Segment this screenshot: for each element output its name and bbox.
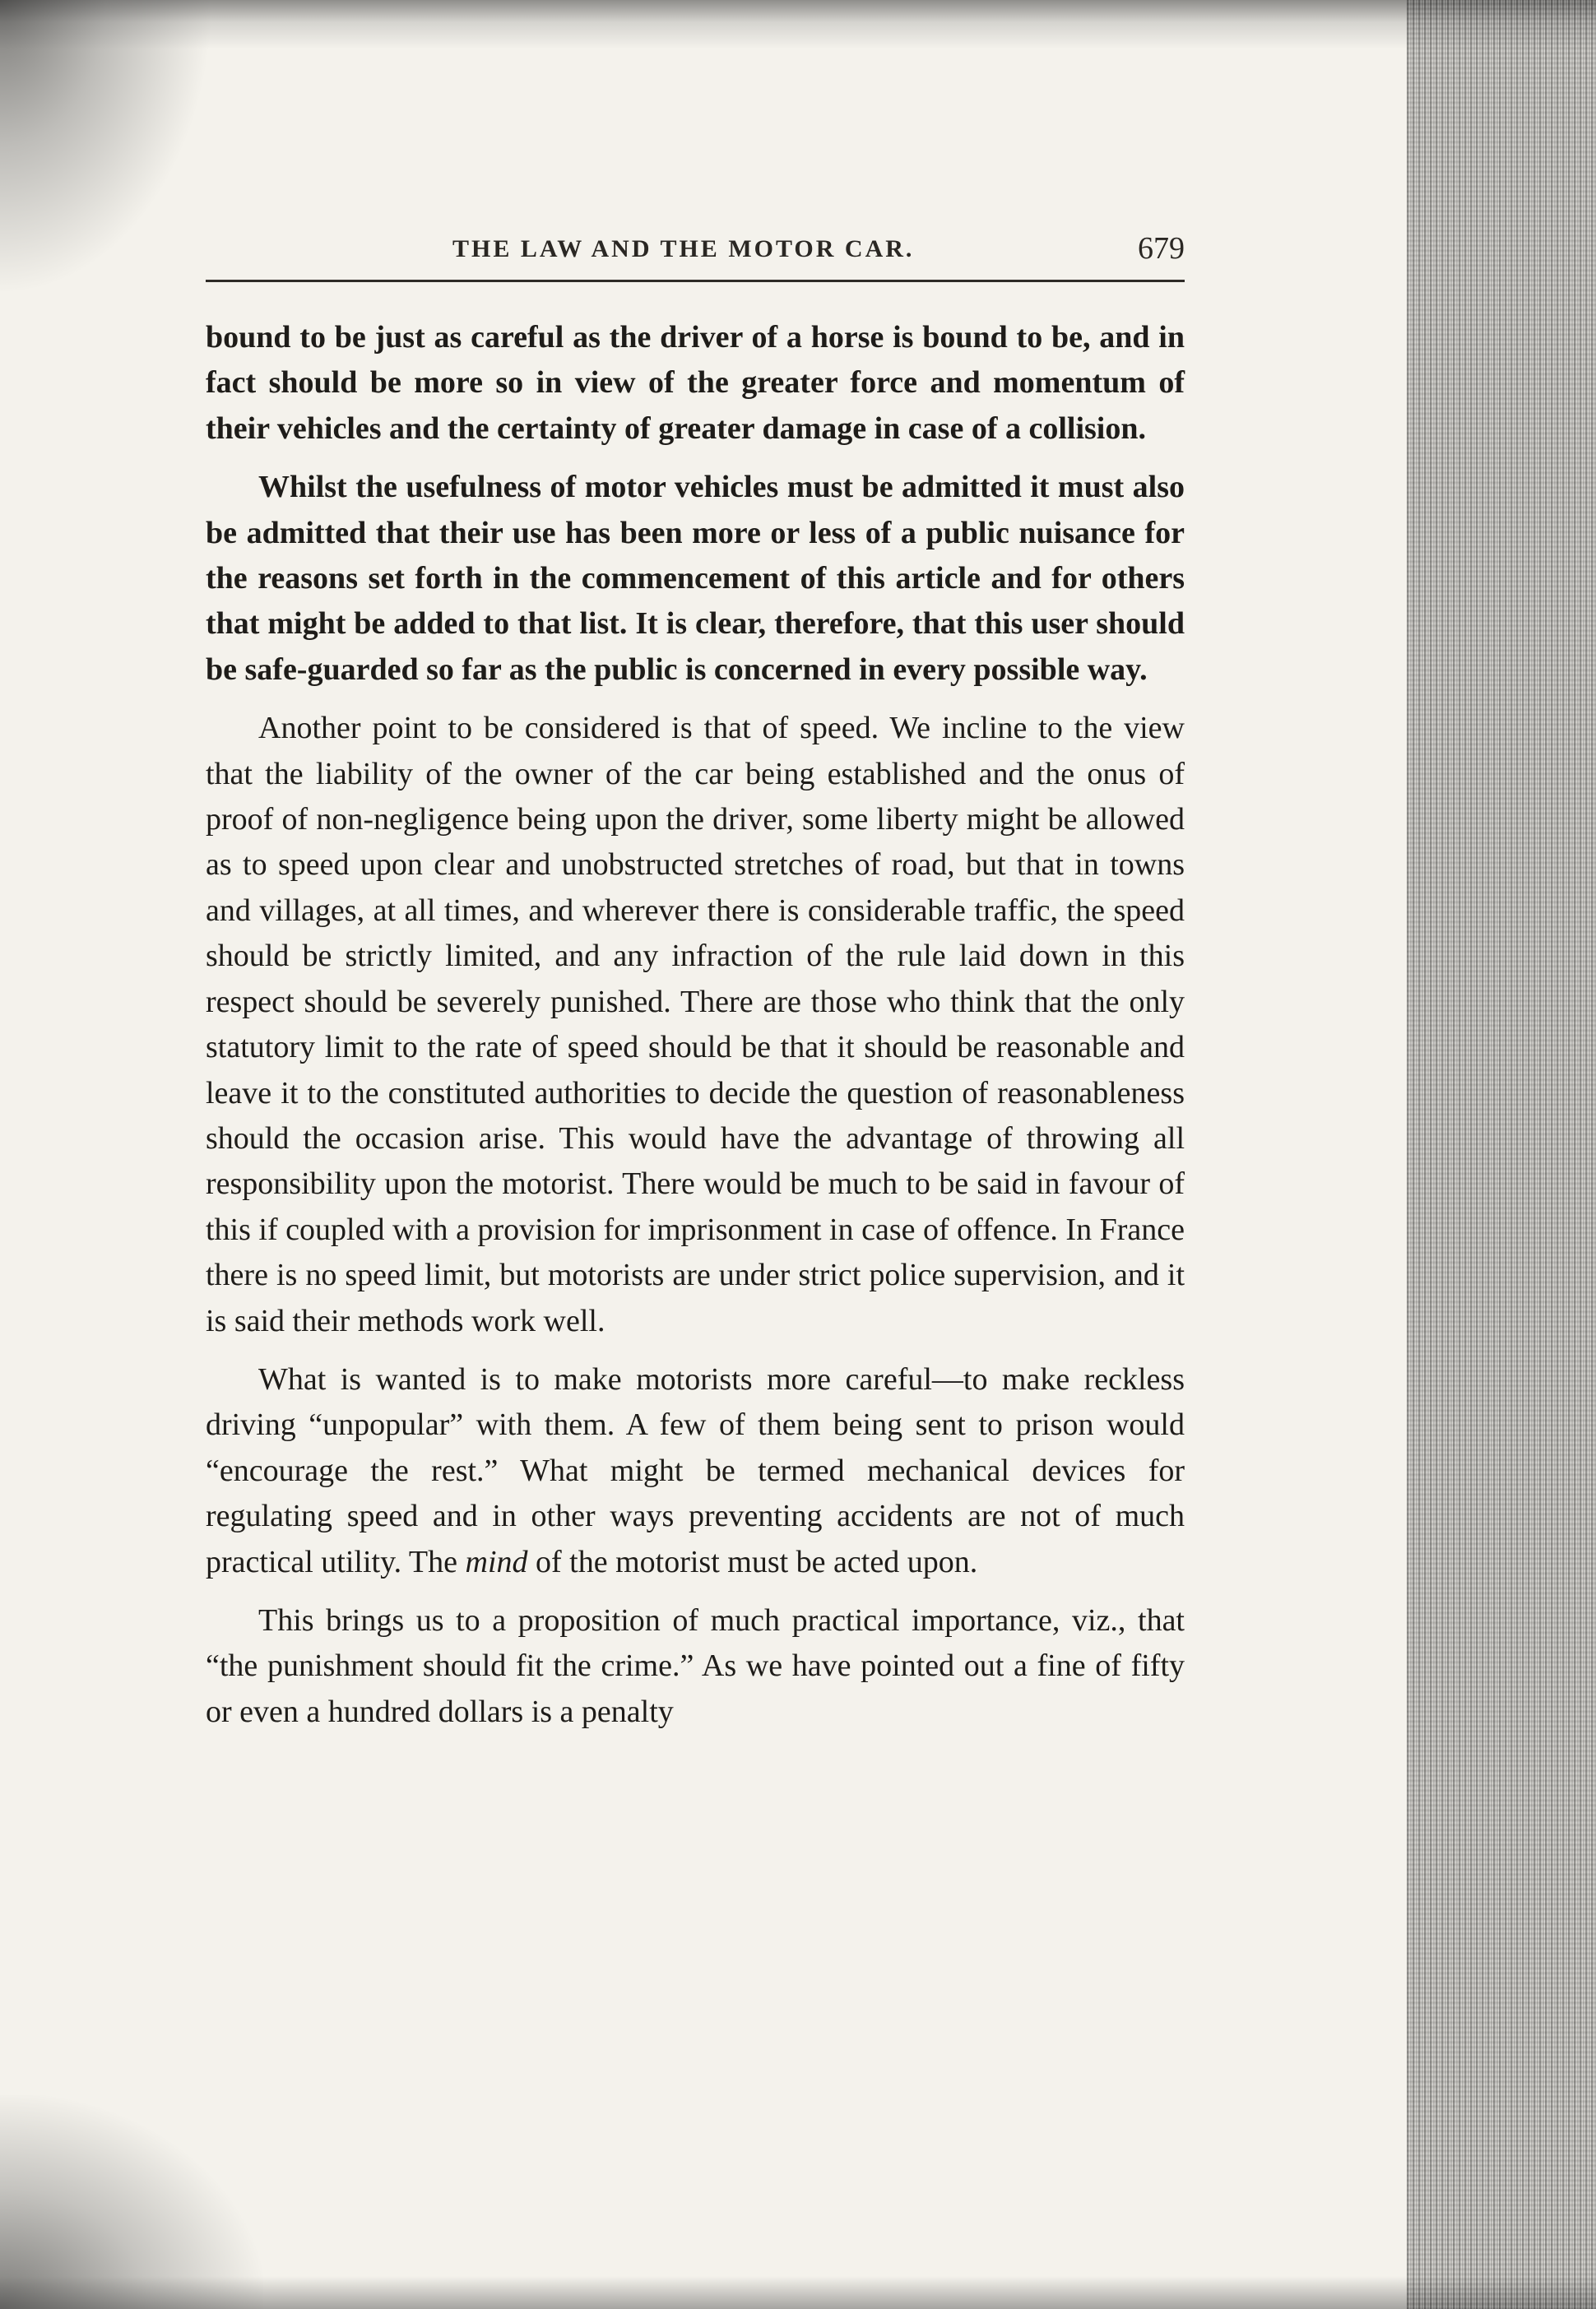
running-head	[206, 222, 1185, 280]
paragraph-3: Another point to be considered is that of speed. We incline to the view that the liability of the owner of the car being established and the onus of proof of non-negligence being upon the driver, some liberty might be allowed as to speed upon clear and unobstructed stretches of road, but that in towns and villages, at all times, and wherever there is considerable traffic, the speed should be strictly limited, and any infraction of the rule laid down in this respect should be severely punished. There are those who think that the only statutory limit to the rate of speed should be that it should be reasonable and leave it to the constituted authorities to decide the question of reasonableness should the occasion arise. This would have the advantage of throwing all responsibility upon the motorist. There would be much to be said in favour of this if coupled with a provision for imprisonment in case of offence. In France there is no speed limit, but motorists are under strict police supervision, and it is said their methods work well.	[206, 711, 1185, 1338]
scan-shadow-top-left	[0, 0, 214, 296]
book-page	[206, 222, 1185, 1748]
paragraph-4: What is wanted is to make motorists more careful—to make reckless driving “unpopular” with them. A few of them being sent to prison would “encourage the rest.” What might be termed mechanical devices for regulating speed and in other ways preventing accidents are not of much practical utility. The mind of the motorist must be acted upon.	[206, 1361, 1185, 1579]
running-title: THE LAW AND THE MOTOR CAR.	[452, 235, 915, 262]
page-number: 679	[1138, 231, 1185, 266]
header-rule	[206, 280, 1185, 282]
scan-shadow-top	[0, 0, 1596, 49]
paragraph-1: bound to be just as careful as the driver of a horse is bound to be, and in fact should be more so in view of the greater force and momentum of their vehicles and the certainty of greater damage in case of a collision.	[206, 320, 1185, 446]
paragraph-2: Whilst the usefulness of motor vehicles must be admitted it must also be admitted that their use has been more or less of a public nuisance for the reasons set forth in the commencement of this article and for others that might be added to that list. It is clear, therefore, that this user should be safe-guarded so far as the public is concerned in every possible way.	[206, 470, 1185, 687]
scan-binding-edge	[1407, 0, 1596, 2309]
scan-shadow-bottom	[0, 2276, 1596, 2309]
emphasis-mind: mind	[465, 1544, 528, 1579]
paragraph-5: This brings us to a proposition of much practical importance, viz., that “the punishment should fit the crime.” As we have pointed out a fine of fifty or even a hundred dollars is a penalty	[206, 1602, 1185, 1729]
body-text	[206, 315, 1185, 1735]
